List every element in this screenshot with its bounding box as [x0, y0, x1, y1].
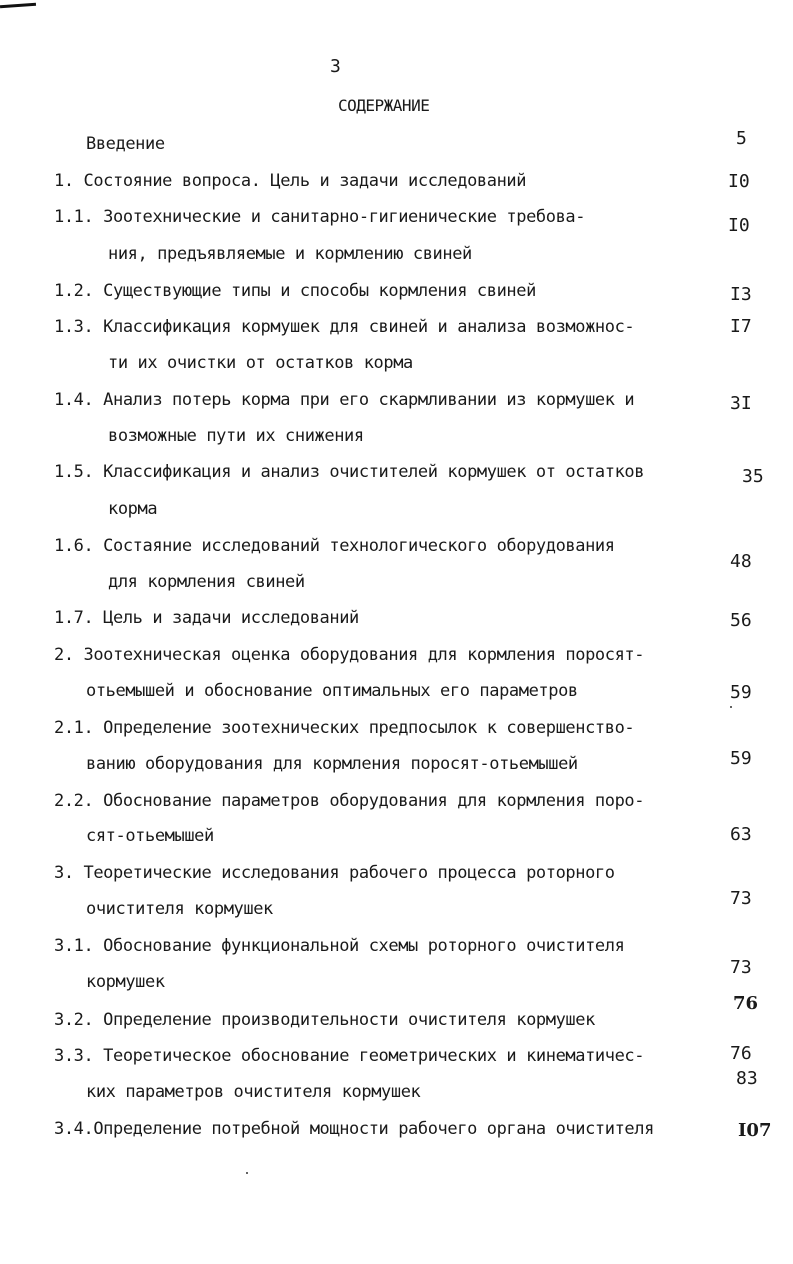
toc-page-number: 76 — [733, 993, 759, 1014]
toc-entry-line: ти их очистки от остатков корма — [108, 353, 413, 373]
toc-page-number: I3 — [730, 284, 752, 305]
toc-page-number: I0 — [728, 171, 750, 192]
toc-entry-line: ких параметров очистителя кормушек — [86, 1082, 421, 1102]
toc-entry-line: 2.2. Обоснование параметров оборудования для кормления поро- — [54, 791, 645, 811]
scan-dot — [730, 706, 732, 708]
toc-entry-line: 1.3. Классификация кормушек для свиней и анализа возможнос- — [54, 317, 635, 337]
scan-dot — [246, 1172, 248, 1174]
toc-page-number: 73 — [730, 957, 752, 978]
toc-entry-line: сят-отьемышей — [86, 826, 214, 846]
scan-artifact — [0, 3, 36, 9]
toc-entry-line: 1.2. Существующие типы и способы кормления свиней — [54, 281, 536, 301]
toc-entry-line: для кормления свиней — [108, 572, 305, 592]
toc-entry-line: 1.1. Зоотехнические и санитарно-гигиенические требова- — [54, 207, 586, 227]
toc-page-number: 3I — [730, 393, 752, 414]
toc-page-number: 59 — [730, 748, 752, 769]
toc-entry-line: 3.2. Определение производительности очистителя кормушек — [54, 1010, 595, 1030]
toc-page-number: 5 — [736, 128, 747, 149]
toc-entry-line: 1.4. Анализ потерь корма при его скармливании из кормушек и — [54, 390, 635, 410]
toc-entry-line: 3.4.Определение потребной мощности рабочего органа очистителя — [54, 1119, 654, 1139]
toc-page-number: I7 — [730, 316, 752, 337]
toc-entry-line: 1. Состояние вопроса. Цель и задачи исследований — [54, 171, 527, 191]
toc-entry-line: 1.6. Состаяние исследований технологического оборудования — [54, 536, 615, 556]
toc-entry-line: отьемышей и обоснование оптимальных его параметров — [86, 681, 578, 701]
toc-page-number: 59 — [730, 682, 752, 703]
page-title: СОДЕРЖАНИЕ — [338, 96, 430, 115]
toc-page-number: 63 — [730, 824, 752, 845]
toc-entry-line: возможные пути их снижения — [108, 426, 364, 446]
toc-entry-line: очистителя кормушек — [86, 899, 273, 919]
toc-entry-line: ния, предъявляемые и кормлению свиней — [108, 244, 472, 264]
toc-page-number: I07 — [738, 1120, 772, 1141]
toc-page-number: I0 — [728, 215, 750, 236]
toc-page-number-extra: 83 — [736, 1068, 758, 1089]
toc-entry-line: корма — [108, 499, 158, 519]
toc-entry-line: 3.1. Обоснование функциональной схемы роторного очистителя — [54, 936, 625, 956]
toc-entry-line: 3.3. Теоретическое обоснование геометрических и кинематичес- — [54, 1046, 645, 1066]
toc-page-number: 76 — [730, 1043, 752, 1064]
toc-page-number: 35 — [742, 466, 764, 487]
toc-entry-line: 2.1. Определение зоотехнических предпосылок к совершенство- — [54, 718, 635, 738]
toc-entry-line: кормушек — [86, 972, 165, 992]
toc-page-number: 56 — [730, 610, 752, 631]
toc-entry-line: Введение — [86, 134, 165, 154]
toc-page-number: 73 — [730, 888, 752, 909]
toc-page-number: 48 — [730, 551, 752, 572]
toc-entry-line: 1.7. Цель и задачи исследований — [54, 608, 359, 628]
page-number: 3 — [330, 56, 341, 77]
toc-entry-line: 1.5. Классификация и анализ очистителей кормушек от остатков — [54, 462, 645, 482]
toc-entry-line: 3. Теоретические исследования рабочего процесса роторного — [54, 863, 615, 883]
toc-entry-line: ванию оборудования для кормления поросят-отьемышей — [86, 754, 578, 774]
toc-entry-line: 2. Зоотехническая оценка оборудования для кормления поросят- — [54, 645, 645, 665]
